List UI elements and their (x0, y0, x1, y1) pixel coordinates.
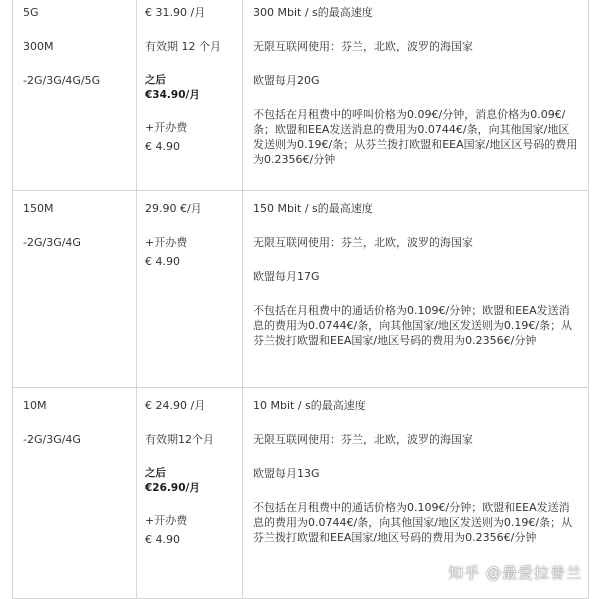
plan-after-label: 之后 (145, 74, 166, 86)
plan-price: € 31.90 /月 (145, 6, 206, 19)
plan-speed-tier: 300M (23, 40, 54, 53)
plan-fee: € 4.90 (145, 533, 180, 546)
plan-price-cell (137, 388, 243, 599)
plan-after-label: 之后 (145, 467, 166, 479)
plan-max-speed: 10 Mbit / s的最高速度 (253, 399, 366, 412)
plan-details-cell (243, 0, 589, 191)
plan-fee-label: +开办费 (145, 514, 188, 527)
table-row (13, 0, 589, 191)
plan-eu-data: 欧盟每月17G (253, 270, 320, 283)
plan-usage: 无限互联网使用：芬兰，北欧，波罗的海国家 (253, 433, 473, 446)
plan-validity: 有效期 12 个月 (145, 40, 221, 53)
plan-fee-label: +开办费 (145, 236, 188, 249)
plan-details-cell (243, 191, 589, 388)
plan-network-support: -2G/3G/4G (23, 433, 81, 446)
plan-fee: € 4.90 (145, 255, 180, 268)
plan-fee: € 4.90 (145, 140, 180, 153)
plan-after-price: €34.90/月 (145, 89, 200, 101)
plan-notes: 不包括在月租费中的通话价格为0.109€/分钟；欧盟和EEA发送消息的费用为0.0744€/条，向其他国家/地区发送则为0.19€/条；从芬兰拨打欧盟和EEA国家/地区号码的费用为0.2356€/分钟 (253, 501, 573, 544)
plan-max-speed: 150 Mbit / s的最高速度 (253, 202, 373, 215)
plan-notes: 不包括在月租费中的呼叫价格为0.09€/分钟，消息价格为0.09€/条；欧盟和EEA发送消息的费用为0.0744€/条，向其他国家/地区发送则为0.19€/条；从芬兰拨打欧盟和EEA国家/地区区号码的费用为0.2356€/分钟 (253, 108, 578, 166)
plan-max-speed: 300 Mbit / s的最高速度 (253, 6, 373, 19)
plan-price-cell (137, 0, 243, 191)
plan-network-support: -2G/3G/4G (23, 236, 81, 249)
plan-validity: 有效期12个月 (145, 433, 214, 446)
table-row (13, 191, 589, 388)
plan-eu-data: 欧盟每月13G (253, 467, 320, 480)
plan-price-cell (137, 191, 243, 388)
plan-name-cell (13, 191, 137, 388)
zhihu-watermark: 知乎 @最爱拉普兰 (448, 564, 582, 582)
plan-name-cell (13, 0, 137, 191)
plan-usage: 无限互联网使用：芬兰，北欧，波罗的海国家 (253, 236, 473, 249)
plan-name-cell (13, 388, 137, 599)
plan-fee-label: +开办费 (145, 121, 188, 134)
plan-eu-data: 欧盟每月20G (253, 74, 320, 87)
plan-speed-tier: 10M (23, 399, 47, 412)
plan-usage: 无限互联网使用：芬兰，北欧，波罗的海国家 (253, 40, 473, 53)
plan-notes: 不包括在月租费中的通话价格为0.109€/分钟；欧盟和EEA发送消息的费用为0.0744€/条，向其他国家/地区发送则为0.19€/条；从芬兰拨打欧盟和EEA国家/地区号码的费用为0.2356€/分钟 (253, 304, 573, 347)
plans-table (12, 0, 589, 599)
plan-network: 5G (23, 6, 39, 19)
plan-network-support: -2G/3G/4G/5G (23, 74, 101, 87)
plan-price: € 24.90 /月 (145, 399, 206, 412)
plan-after-price: €26.90/月 (145, 482, 200, 494)
plan-speed-tier: 150M (23, 202, 54, 215)
plan-price: 29.90 €/月 (145, 202, 202, 215)
